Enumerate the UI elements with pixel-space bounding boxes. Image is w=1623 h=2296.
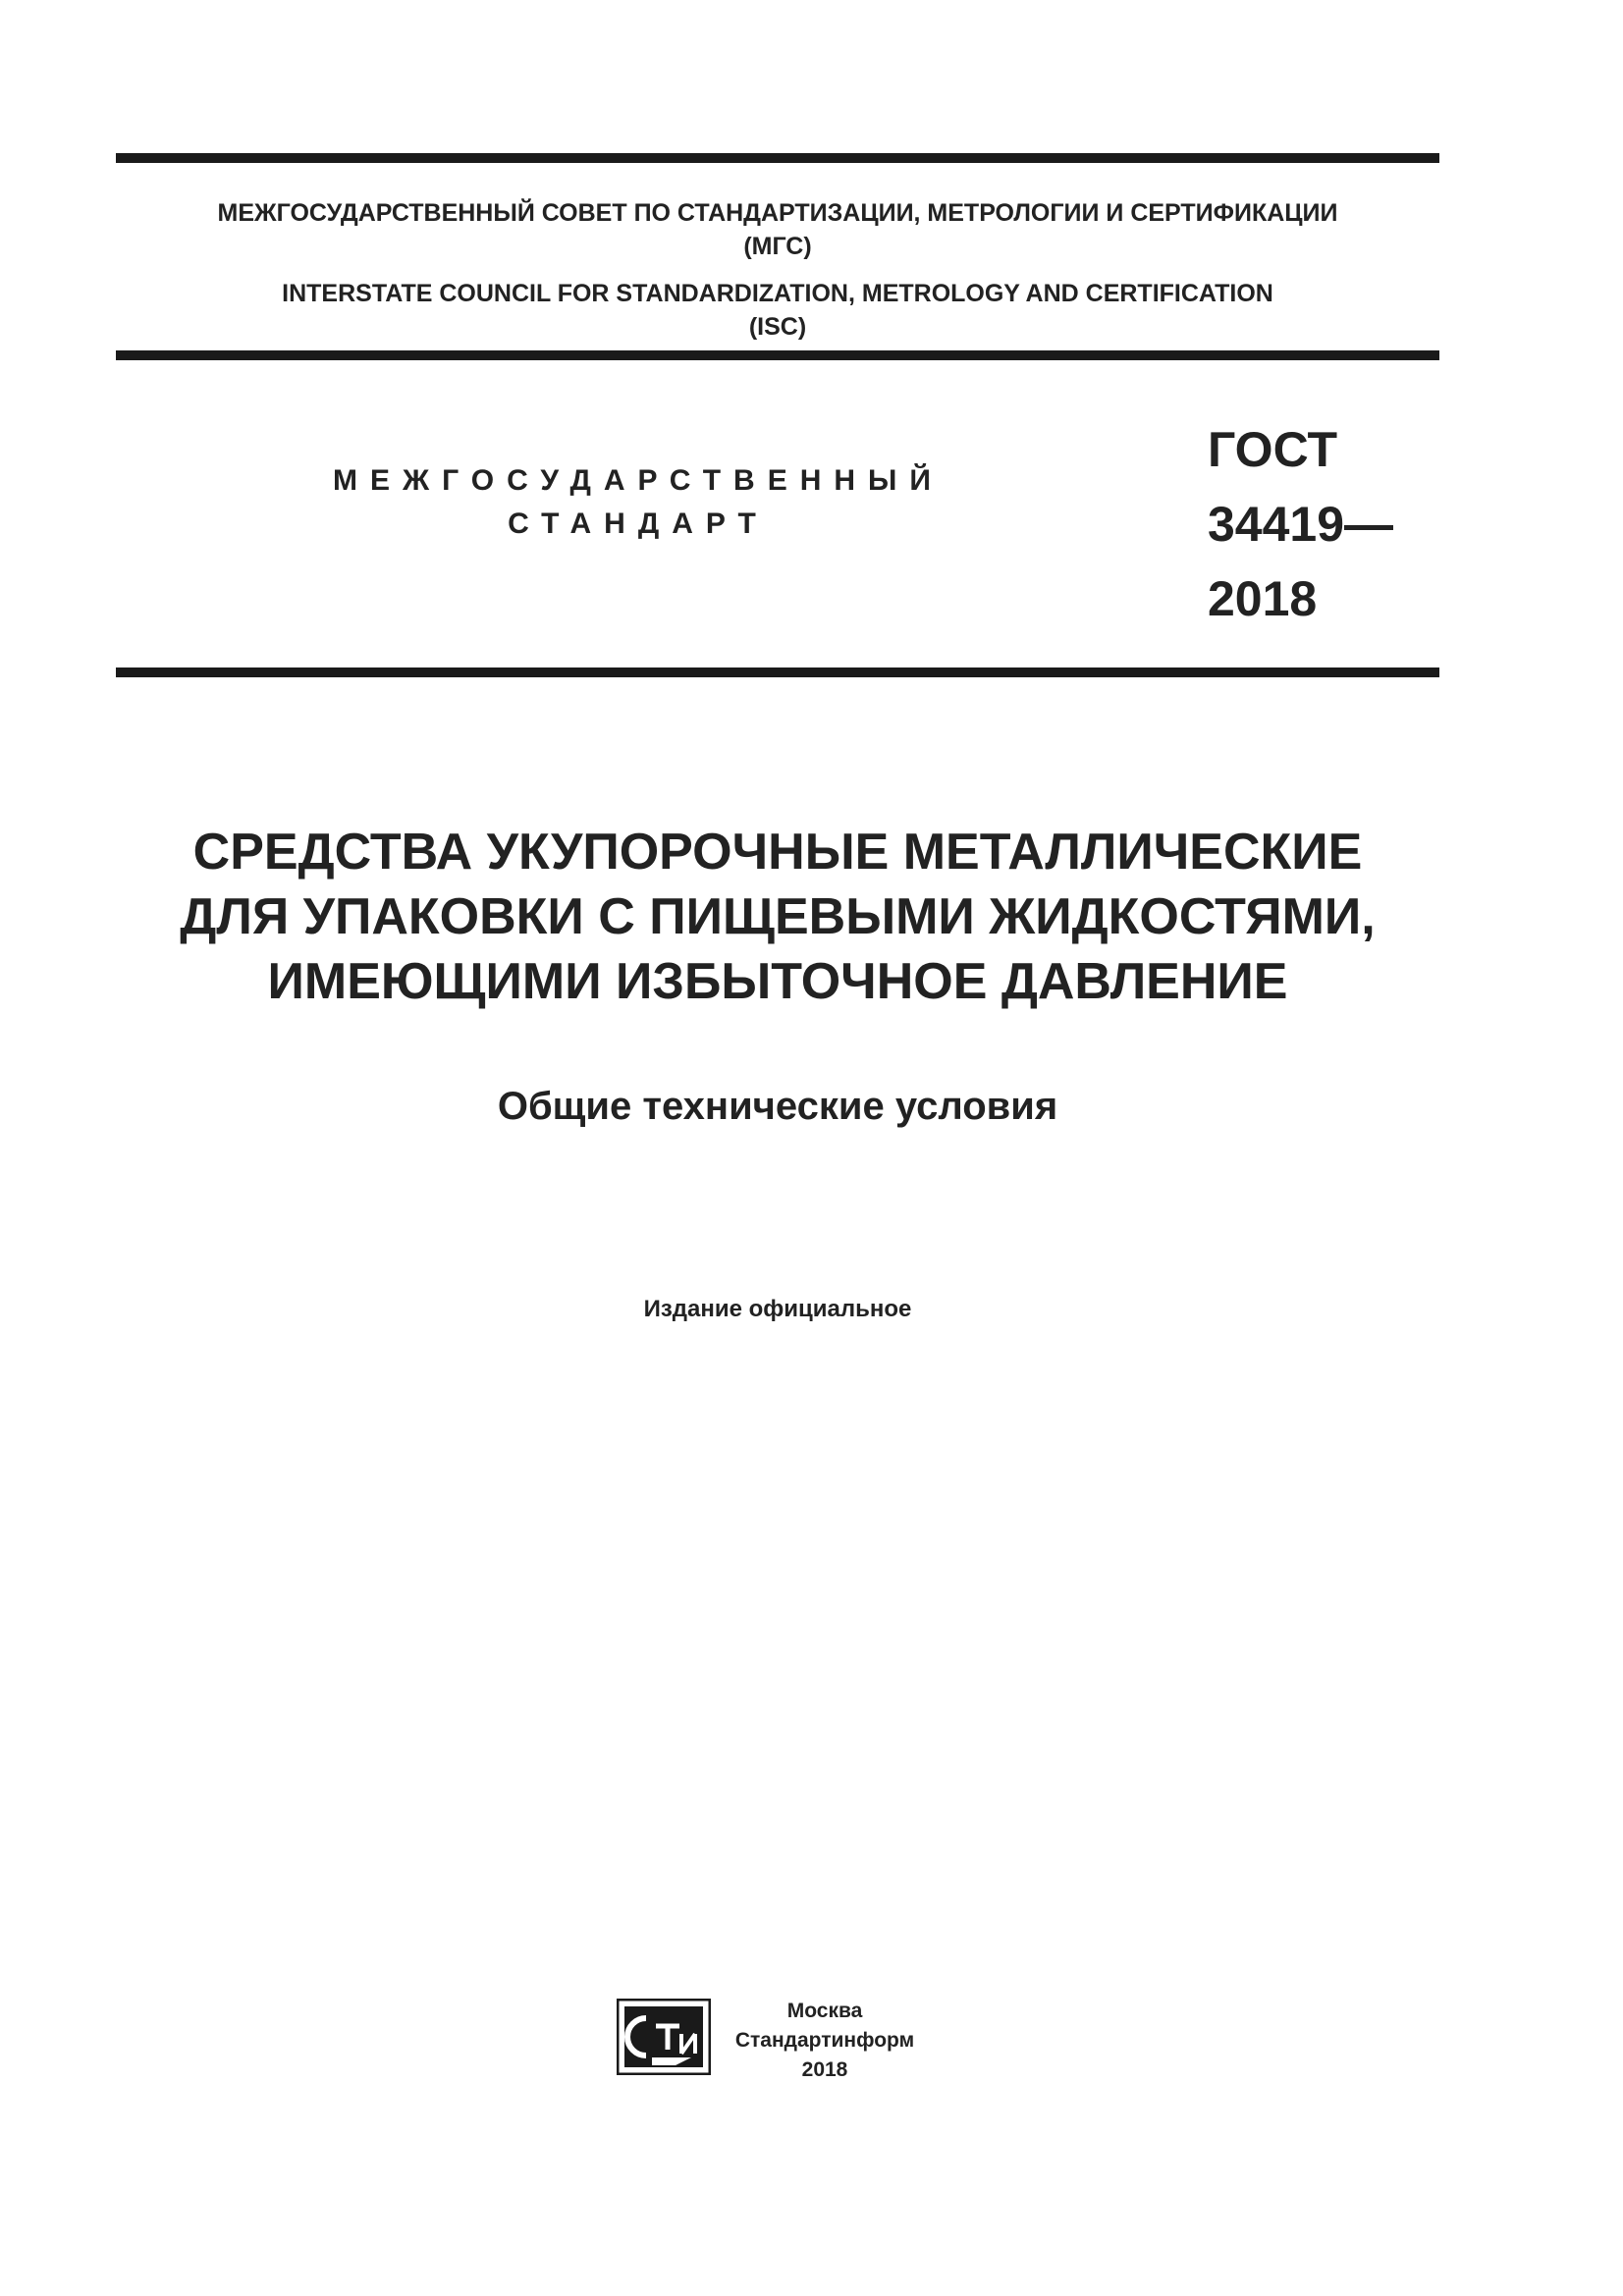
council-en-line2: (ISC) (748, 313, 807, 341)
top-divider (116, 153, 1439, 163)
gost-code: 34419— (1208, 497, 1394, 552)
gost-year: 2018 (1208, 571, 1318, 626)
gost-number (1208, 412, 1434, 636)
council-name-ru (116, 196, 1439, 263)
imprint-year: 2018 (801, 2058, 848, 2081)
title-line3: ИМЕЮЩИМИ ИЗБЫТОЧНОЕ ДАВЛЕНИЕ (267, 953, 1288, 1010)
document-subtitle: Общие технические условия (497, 1085, 1058, 1128)
document-title (116, 820, 1439, 1014)
standard-type-label (295, 459, 982, 546)
council-en-line1: INTERSTATE COUNCIL FOR STANDARDIZATION, METROLOGY AND CERTIFICATION (282, 280, 1273, 307)
title-line1: СРЕДСТВА УКУПОРОЧНЫЕ МЕТАЛЛИЧЕСКИЕ (192, 824, 1363, 881)
standard-label-line1: МЕЖГОСУДАРСТВЕННЫЙ (333, 464, 944, 497)
gost-prefix: ГОСТ (1208, 422, 1337, 477)
imprint-city: Москва (786, 2000, 863, 2022)
imprint-publisher: Стандартинформ (734, 2029, 915, 2052)
council-ru-line2: (МГС) (743, 233, 812, 260)
publisher-imprint (727, 1997, 923, 2085)
council-ru-line1: МЕЖГОСУДАРСТВЕННЫЙ СОВЕТ ПО СТАНДАРТИЗАЦИИ, МЕТРОЛОГИИ И СЕРТИФИКАЦИИ (217, 199, 1338, 227)
council-name-en (116, 277, 1439, 344)
standard-label-line2: СТАНДАРТ (508, 507, 769, 540)
standartinform-logo-icon (617, 1999, 711, 2075)
header-divider (116, 350, 1439, 360)
edition-note: Издание официальное (643, 1296, 912, 1322)
title-divider (116, 667, 1439, 677)
title-line2: ДЛЯ УПАКОВКИ С ПИЩЕВЫМИ ЖИДКОСТЯМИ, (180, 888, 1376, 945)
